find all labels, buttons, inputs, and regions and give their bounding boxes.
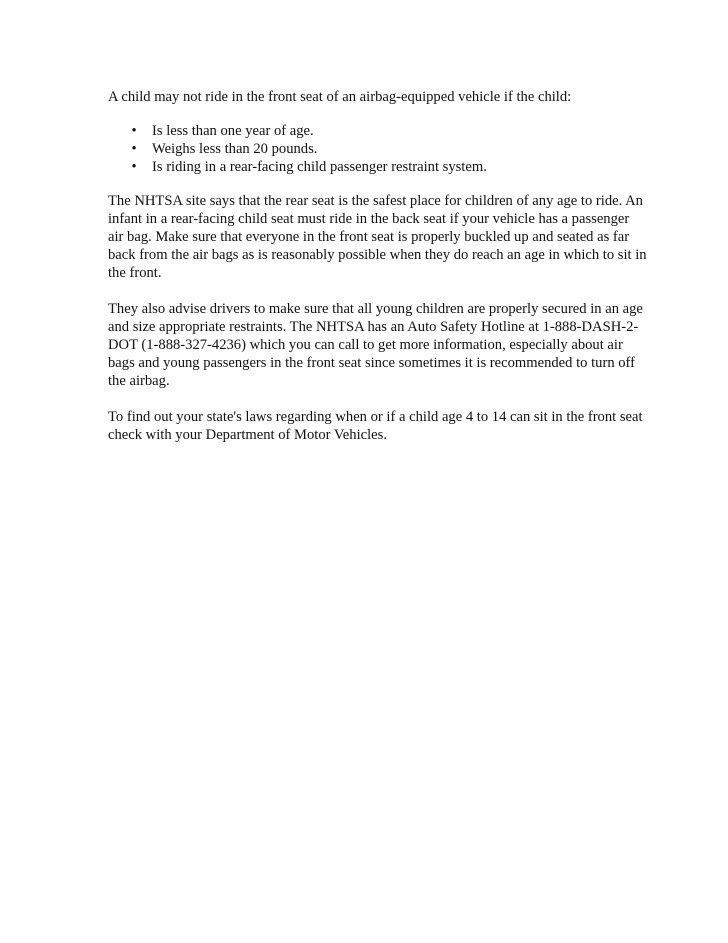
list-item-text: Weighs less than 20 pounds. (152, 141, 318, 157)
list-item-text: Is less than one year of age. (152, 123, 314, 139)
bullet-icon: • (131, 159, 137, 175)
list-item (108, 122, 648, 140)
requirements-list (108, 122, 648, 176)
document-body (108, 88, 648, 462)
bullet-icon: • (131, 141, 137, 157)
state-laws-paragraph: To find out your state's laws regarding when or if a child age 4 to 14 can sit in the front seat check with your Department of Motor Vehicles. (108, 409, 643, 443)
bullet-icon: • (131, 123, 137, 139)
intro-paragraph: A child may not ride in the front seat of an airbag-equipped vehicle if the child: (108, 89, 572, 105)
list-item (108, 158, 648, 176)
nhtsa-rear-seat-paragraph: The NHTSA site says that the rear seat is the safest place for children of any age to ride. An infant in a rear-facing child seat must ride in the back seat if your vehicle has a passenger air bag. Make sure that everyone in the front seat is properly buckled up and seated as far back from the air bags as is reasonably possible when they do reach an age in which to sit in the front. (108, 193, 647, 281)
list-item (108, 140, 648, 158)
list-item-text: Is riding in a rear-facing child passenger restraint system. (152, 159, 487, 175)
hotline-paragraph: They also advise drivers to make sure that all young children are properly secured in an age and size appropriate restraints. The NHTSA has an Auto Safety Hotline at 1-888-DASH-2-DOT (1-888-327-4236) which you can call to get more information, especially about air bags and young passengers in the front seat since sometimes it is recommended to turn off the airbag. (108, 301, 643, 389)
